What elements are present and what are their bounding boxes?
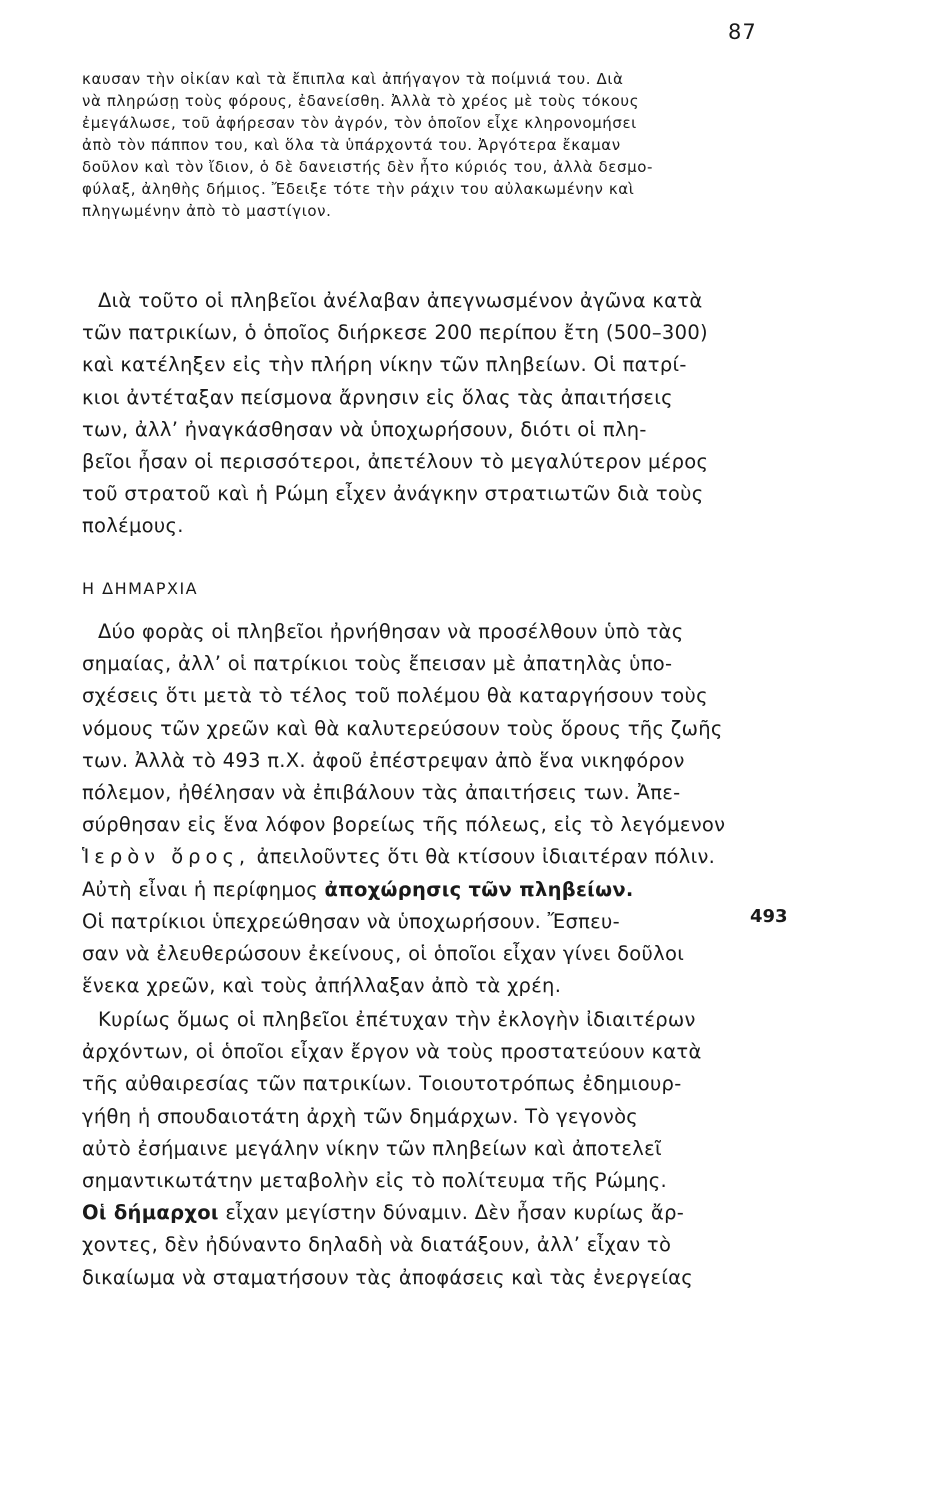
section-heading: Η ΔΗΜΑΡΧΙΑ [82, 579, 199, 598]
text-line: καυσαν τὴν οἰκίαν καὶ τὰ ἔπιπλα καὶ ἀπήγαγον τὰ ποίμνιά του. Διὰ [82, 70, 624, 88]
text-line: καὶ κατέληξεν εἰς τὴν πλήρη νίκην τῶν πληβείων. Οἱ πατρί- [82, 353, 687, 377]
margin-year: 493 [750, 906, 788, 927]
text-line: τοῦ στρατοῦ καὶ ἡ Ρώμη εἶχεν ἀνάγκην στρατιωτῶν διὰ τοὺς [82, 482, 704, 506]
text-line: ἀπὸ τὸν πάππον του, καὶ ὅλα τὰ ὑπάρχοντά του. Ἀργότερα ἔκαμαν [82, 136, 621, 154]
text-line: τῶν πατρικίων, ὁ ὁποῖος διήρκεσε 200 περίπου ἔτη (500–300) [82, 321, 708, 345]
text-line: νὰ πληρώσῃ τοὺς φόρους, ἐδανείσθη. Ἀλλὰ τὸ χρέος μὲ τοὺς τόκους [82, 92, 640, 110]
text-line: Δύο φορὰς οἱ πληβεῖοι ἠρνήθησαν νὰ προσέλθουν ὑπὸ τὰς [98, 620, 684, 643]
text-line: Διὰ τοῦτο οἱ πληβεῖοι ἀνέλαβαν ἀπεγνωσμένον ἀγῶνα κατὰ [98, 289, 703, 312]
text-line: κιοι ἀντέταξαν πείσμονα ἄρνησιν εἰς ὅλας τὰς ἀπαιτήσεις [82, 385, 673, 409]
text-line: ἐμεγάλωσε, τοῦ ἀφήρεσαν τὸν ἀγρόν, τὸν ὁποῖον εἶχε κληρονομήσει [82, 114, 637, 132]
page-number: 87 [728, 20, 757, 44]
text-line: σημαίας, ἀλλ’ οἱ πατρίκιοι τοὺς ἔπεισαν μὲ ἀπατηλὰς ὑπο- [82, 652, 673, 676]
text-line: πόλεμον, ἠθέλησαν νὰ ἐπιβάλουν τὰς ἀπαιτήσεις των. Ἀπε- [82, 780, 681, 804]
text-line: σχέσεις ὅτι μετὰ τὸ τέλος τοῦ πολέμου θὰ καταργήσουν τοὺς [82, 684, 708, 708]
footnote-block [82, 68, 822, 222]
text-line: αὐτὸ ἐσήμαινε μεγάλην νίκην τῶν πληβείων καὶ ἀποτελεῖ [82, 1136, 662, 1160]
text-line: πληγωμένην ἀπὸ τὸ μαστίγιον. [82, 202, 332, 220]
tribunes-term: Οἱ δήμαρχοι [82, 1201, 219, 1225]
secession-term: ἀποχώρησις τῶν πληβείων. [324, 877, 634, 901]
text-line: πολέμους. [82, 514, 184, 538]
text-line: σημαντικωτάτην μεταβολὴν εἰς τὸ πολίτευμα τῆς Ρώμης. [82, 1168, 668, 1192]
sacred-mount-line [82, 841, 812, 873]
text-line: σαν νὰ ἐλευθερώσουν ἐκείνους, οἱ ὁποῖοι εἶχαν γίνει δοῦλοι [82, 941, 685, 965]
text-line: των, ἀλλ’ ἠναγκάσθησαν νὰ ὑποχωρήσουν, διότι οἱ πλη- [82, 417, 647, 441]
text-line: βεῖοι ἦσαν οἱ περισσότεροι, ἀπετέλουν τὸ μεγαλύτερον μέρος [82, 449, 709, 473]
text-line: ἕνεκα χρεῶν, καὶ τοὺς ἀπήλλαξαν ἀπὸ τὰ χρέη. [82, 974, 562, 998]
tribunes-line [82, 1197, 812, 1229]
text-line: γήθη ἡ σπουδαιοτάτη ἀρχὴ τῶν δημάρχων. Τὸ γεγονὸς [82, 1104, 639, 1128]
secession-line [82, 874, 812, 906]
text-line: Κυρίως ὅμως οἱ πληβεῖοι ἐπέτυχαν τὴν ἐκλογὴν ἰδιαιτέρων [98, 1008, 696, 1031]
text-span: ἀπειλοῦντες ὅτι θὰ κτίσουν ἰδιαιτέραν πόλιν. [250, 845, 716, 869]
text-line: νόμους τῶν χρεῶν καὶ θὰ καλυτερεύσουν τοὺς ὅρους τῆς ζωῆς [82, 716, 723, 740]
text-span: Αὐτὴ εἶναι ἡ περίφημος [82, 877, 325, 901]
paragraph-secession [82, 616, 812, 1002]
sacred-mount-term: Ἱερὸν ὄρος, [82, 845, 251, 869]
text-line: τῆς αὐθαιρεσίας τῶν πατρικίων. Τοιουτοτρόπως ἐδημιουρ- [82, 1072, 682, 1096]
text-line: χοντες, δὲν ἠδύναντο δηλαδὴ νὰ διατάξουν, ἀλλ’ εἶχαν τὸ [82, 1233, 672, 1257]
paragraph-plebeian-struggle [82, 285, 812, 543]
text-span: εἶχαν μεγίστην δύναμιν. Δὲν ἦσαν κυρίως ἄρ- [218, 1201, 685, 1225]
text-line: φύλαξ, ἀληθὴς δήμιος. Ἔδειξε τότε τὴν ράχιν του αὐλακωμένην καὶ [82, 180, 635, 198]
text-line: δοῦλον καὶ τὸν ἴδιον, ὁ δὲ δανειστής δὲν ἦτο κύριός του, ἀλλὰ δεσμο- [82, 158, 654, 176]
text-line: Οἱ πατρίκιοι ὑπεχρεώθησαν νὰ ὑποχωρήσουν. Ἔσπευ- [82, 909, 620, 933]
text-line: των. Ἀλλὰ τὸ 493 π.Χ. ἀφοῦ ἐπέστρεψαν ἀπὸ ἕνα νικηφόρον [82, 748, 685, 772]
text-line: δικαίωμα νὰ σταματήσουν τὰς ἀποφάσεις καὶ τὰς ἐνεργείας [82, 1265, 694, 1289]
text-line: ἀρχόντων, οἱ ὁποῖοι εἶχαν ἔργον νὰ τοὺς προστατεύουν κατὰ [82, 1040, 702, 1064]
paragraph-tribunes [82, 1004, 812, 1294]
text-line: σύρθησαν εἰς ἕνα λόφον βορείως τῆς πόλεως, εἰς τὸ λεγόμενον [82, 813, 726, 837]
